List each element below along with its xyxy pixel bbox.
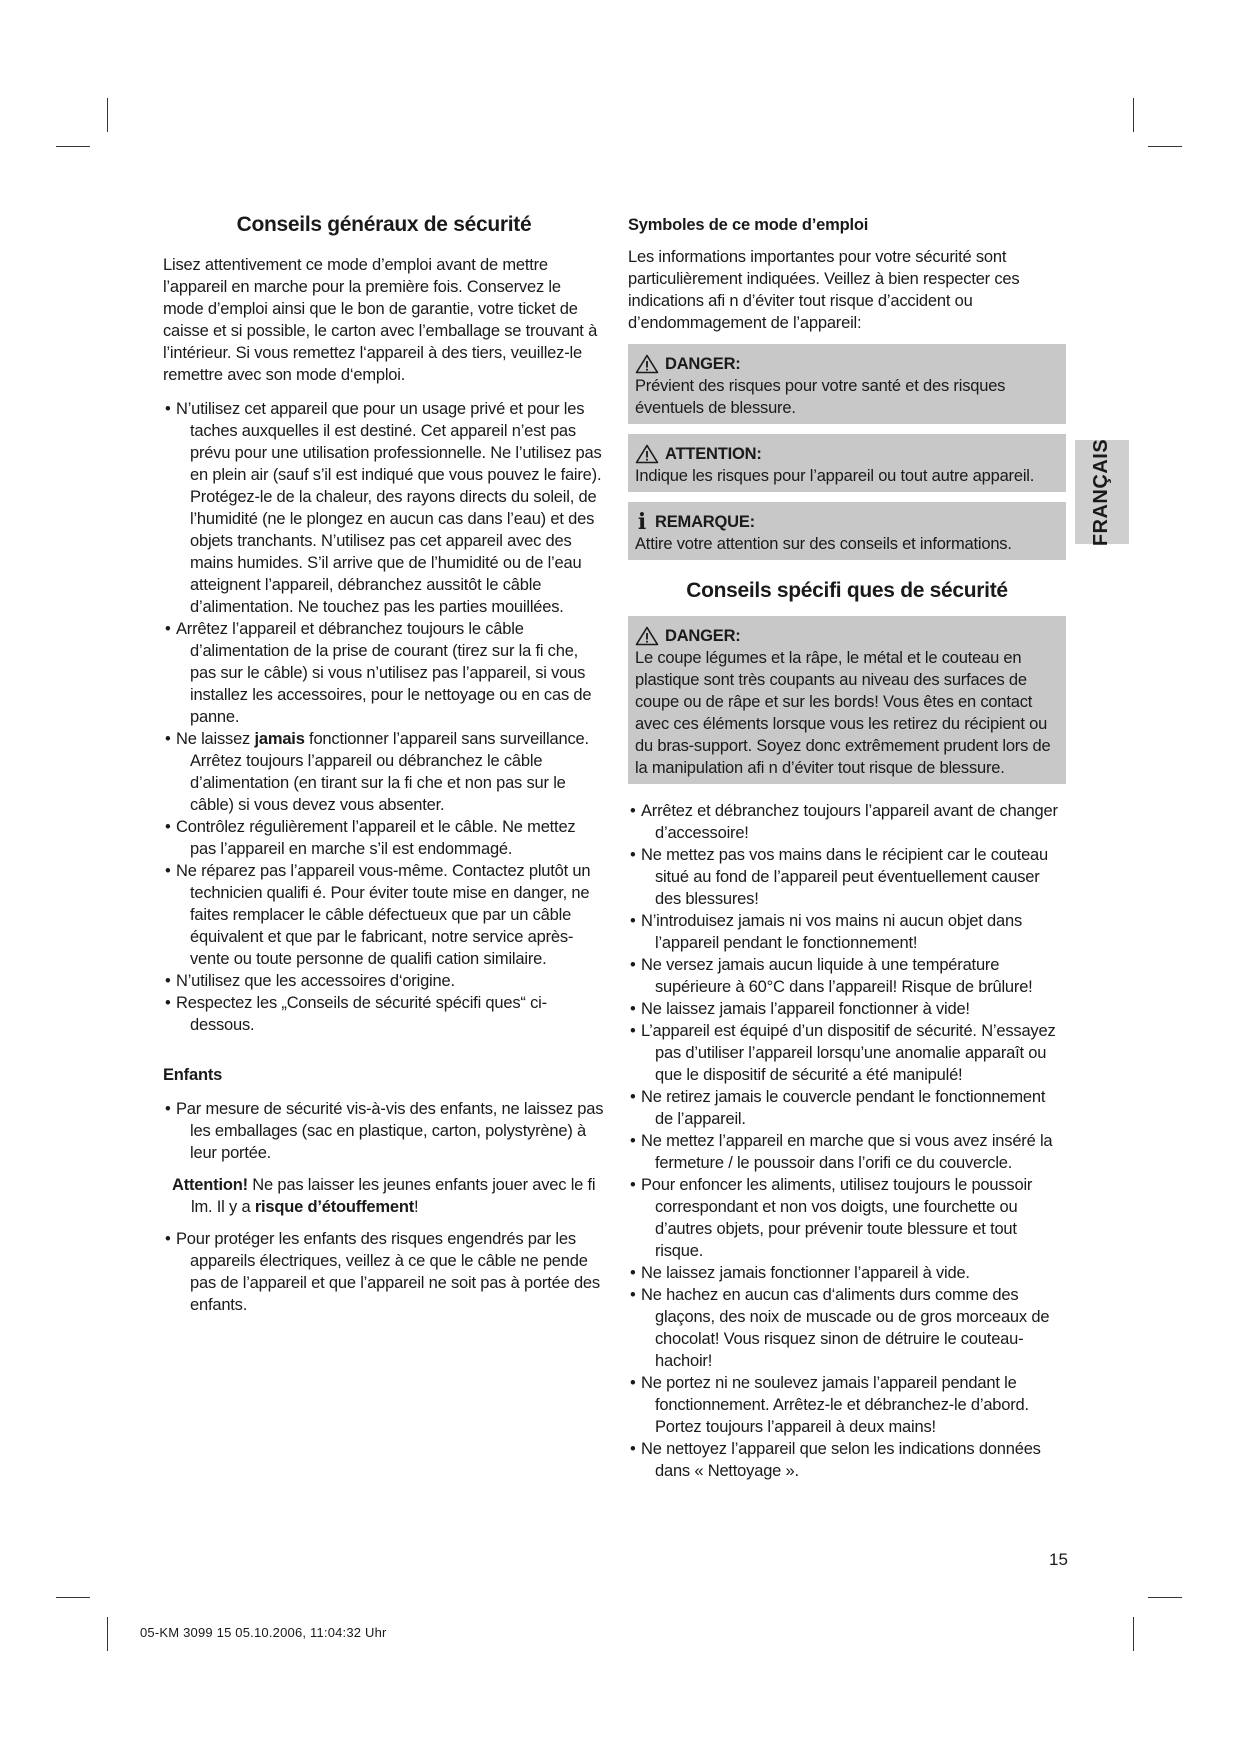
children-attention-note: Attention! Ne pas laisser les jeunes enfants jouer avec le fi lm. Il y a risque d’étouffement!: [172, 1176, 596, 1216]
list-item: • Ne laissez jamais fonctionner l’appareil à vide.: [628, 1262, 1066, 1284]
list-item: • N’utilisez que les accessoires d‘origine.: [163, 970, 605, 992]
list-item: • N’utilisez cet appareil que pour un usage privé et pour les taches auxquelles il est destiné. Cet appareil n’est pas prévu pour une utilisation professionnelle. Ne l’utilisez pas en plein air (sauf s’il est indiqué que vous pouvez le faire). Protégez-le de la chaleur, des rayons directs du soleil, de l’humidité (ne le plongez en aucun cas dans l’eau) et des objets tranchants. N’utilisez pas cet appareil avec des mains humides. S’il arrive que de l’humidité ou de l’eau atteignent l’appareil, débranchez aussitôt le câble d’alimentation. Ne touchez pas les parties mouillées.: [163, 398, 605, 618]
list-item: • Ne portez ni ne soulevez jamais l’appareil pendant le fonctionnement. Arrêtez-le et débranchez-le d’abord. Portez toujours l’appareil à deux mains!: [628, 1372, 1066, 1438]
emphasis: jamais: [254, 730, 305, 748]
list-item: • L’appareil est équipé d’un dispositif de sécurité. N’essayez pas d’utiliser l’appareil lorsqu’une anomalie apparaît ou que le dispositif de sécurité a été manipulé!: [628, 1020, 1066, 1086]
crop-mark: [1133, 98, 1134, 132]
danger-text: Prévient des risques pour votre santé et des risques éventuels de blessure.: [635, 377, 1006, 417]
warning-triangle-icon: [635, 354, 659, 374]
list-item: • Ne hachez en aucun cas d‘aliments durs comme des glaçons, des noix de muscade ou de gros morceaux de chocolat! Vous risquez sinon de détruire le couteau-hachoir!: [628, 1284, 1066, 1372]
attention-text: Indique les risques pour l’appareil ou tout autre appareil.: [635, 467, 1035, 485]
remarque-text: Attire votre attention sur des conseils et informations.: [635, 535, 1012, 553]
crop-mark: [1148, 146, 1182, 147]
list-item: • Pour enfoncer les aliments, utilisez toujours le poussoir correspondant et non vos doigts, une fourchette ou d’autres objets, pour prévenir toute blessure et tout risque.: [628, 1174, 1066, 1262]
children-list: [163, 1098, 605, 1164]
specific-danger-label: DANGER:: [665, 627, 741, 645]
list-item: • Ne mettez l’appareil en marche que si vous avez inséré la fermeture / le poussoir dans l’orifi ce du couvercle.: [628, 1130, 1066, 1174]
warning-triangle-icon: [635, 444, 659, 464]
info-icon: i: [637, 509, 647, 535]
general-safety-list: [163, 398, 605, 1036]
crop-mark: [1133, 1617, 1134, 1651]
danger-label: DANGER:: [665, 355, 741, 373]
specific-danger-text: Le coupe légumes et la râpe, le métal et le couteau en plastique sont très coupants au niveau des surfaces de coupe ou de râpe et sur les bords! Vous êtes en contact avec ces éléments lorsque vous les retirez du récipient ou du bras-support. Soyez donc extrêmement prudent lors de la manipulation afi n d’éviter tout risque de blessure.: [635, 649, 1051, 777]
danger-box: [628, 344, 1066, 424]
general-safety-intro: Lisez attentivement ce mode d’emploi avant de mettre l’appareil en marche pour la première fois. Conservez le mode d’emploi ainsi que le bon de garantie, votre ticket de caisse et si possible, le carton avec l’emballage se trouvant à l’intérieur. Si vous remettez l‘appareil à des tiers, veuillez-le remettre avec son mode d‘emploi.: [163, 256, 598, 384]
specific-safety-title: Conseils spécifi ques de sécurité: [686, 579, 1008, 602]
list-item: • Arrêtez l’appareil et débranchez toujours le câble d’alimentation de la prise de courant (tirez sur la fi che, pas sur le câble) si vous n’utilisez pas l’appareil, si vous installez les accessoires, pour le nettoyage ou en cas de panne.: [163, 618, 605, 728]
list-item: • Arrêtez et débranchez toujours l’appareil avant de changer d’accessoire!: [628, 800, 1066, 844]
crop-mark: [56, 1597, 90, 1598]
list-item: • N’introduisez jamais ni vos mains ni aucun objet dans l’appareil pendant le fonctionnement!: [628, 910, 1066, 954]
general-safety-title: Conseils généraux de sécurité: [236, 213, 532, 236]
remarque-label: REMARQUE:: [655, 513, 755, 531]
children-heading: Enfants: [163, 1066, 223, 1084]
list-item: • Ne nettoyez l’appareil que selon les indications données dans « Nettoyage ».: [628, 1438, 1066, 1482]
attention-label: ATTENTION:: [665, 445, 762, 463]
list-item: • Ne laissez jamais l’appareil fonctionner à vide!: [628, 998, 1066, 1020]
list-item: • Ne retirez jamais le couvercle pendant le fonctionnement de l’appareil.: [628, 1086, 1066, 1130]
list-item: • Ne réparez pas l’appareil vous-même. Contactez plutôt un technicien qualifi é. Pour éviter toute mise en danger, ne faites remplacer le câble défectueux que par un câble équivalent et que par le fabricant, notre service après-vente ou toute personne de qualifi cation similaire.: [163, 860, 605, 970]
language-tab-label: FRANÇAIS: [1090, 438, 1113, 546]
list-item: • Ne mettez pas vos mains dans le récipient car le couteau situé au fond de l’appareil peut éventuellement causer des blessures!: [628, 844, 1066, 910]
specific-danger-box: [628, 616, 1066, 784]
list-item: • Par mesure de sécurité vis-à-vis des enfants, ne laissez pas les emballages (sac en plastique, carton, polystyrène) à leur portée.: [163, 1098, 605, 1164]
list-item: • Contrôlez régulièrement l’appareil et le câble. Ne mettez pas l’appareil en marche s’il est endommagé.: [163, 816, 605, 860]
remarque-box: [628, 502, 1066, 560]
language-tab: [1075, 440, 1129, 544]
specific-safety-list: [628, 800, 1066, 1482]
page-number: 15: [1049, 1550, 1068, 1569]
list-item: • Ne laissez jamais fonctionner l’appareil sans surveillance. Arrêtez toujours l’appareil ou débranchez le câble d’alimentation (en tirant sur la fi che et non pas sur le câble) si vous devez vous absenter.: [163, 728, 605, 816]
children-list-2: [163, 1228, 605, 1316]
crop-mark: [1148, 1597, 1182, 1598]
list-item: • Respectez les „Conseils de sécurité spécifi ques“ ci-dessous.: [163, 992, 605, 1036]
attention-box: [628, 434, 1066, 492]
list-item: • Pour protéger les enfants des risques engendrés par les appareils électriques, veillez à ce que le câble ne pende pas de l’appareil et que l’appareil ne soit pas à portée des enfants.: [163, 1228, 605, 1316]
crop-mark: [56, 146, 90, 147]
right-column: [628, 212, 1066, 1482]
warning-triangle-icon: [635, 626, 659, 646]
left-column: [163, 212, 605, 1316]
list-item: • Ne versez jamais aucun liquide à une température supérieure à 60°C dans l’appareil! Risque de brûlure!: [628, 954, 1066, 998]
crop-mark: [107, 98, 108, 132]
crop-mark: [107, 1617, 108, 1651]
symbols-intro: Les informations importantes pour votre sécurité sont particulièrement indiquées. Veillez à bien respecter ces indications afi n d’éviter tout risque d’accident ou d’endommagement de l’appareil:: [628, 248, 1020, 332]
symbols-heading: Symboles de ce mode d’emploi: [628, 216, 869, 234]
print-footer: 05-KM 3099 15 05.10.2006, 11:04:32 Uhr: [140, 1625, 387, 1640]
